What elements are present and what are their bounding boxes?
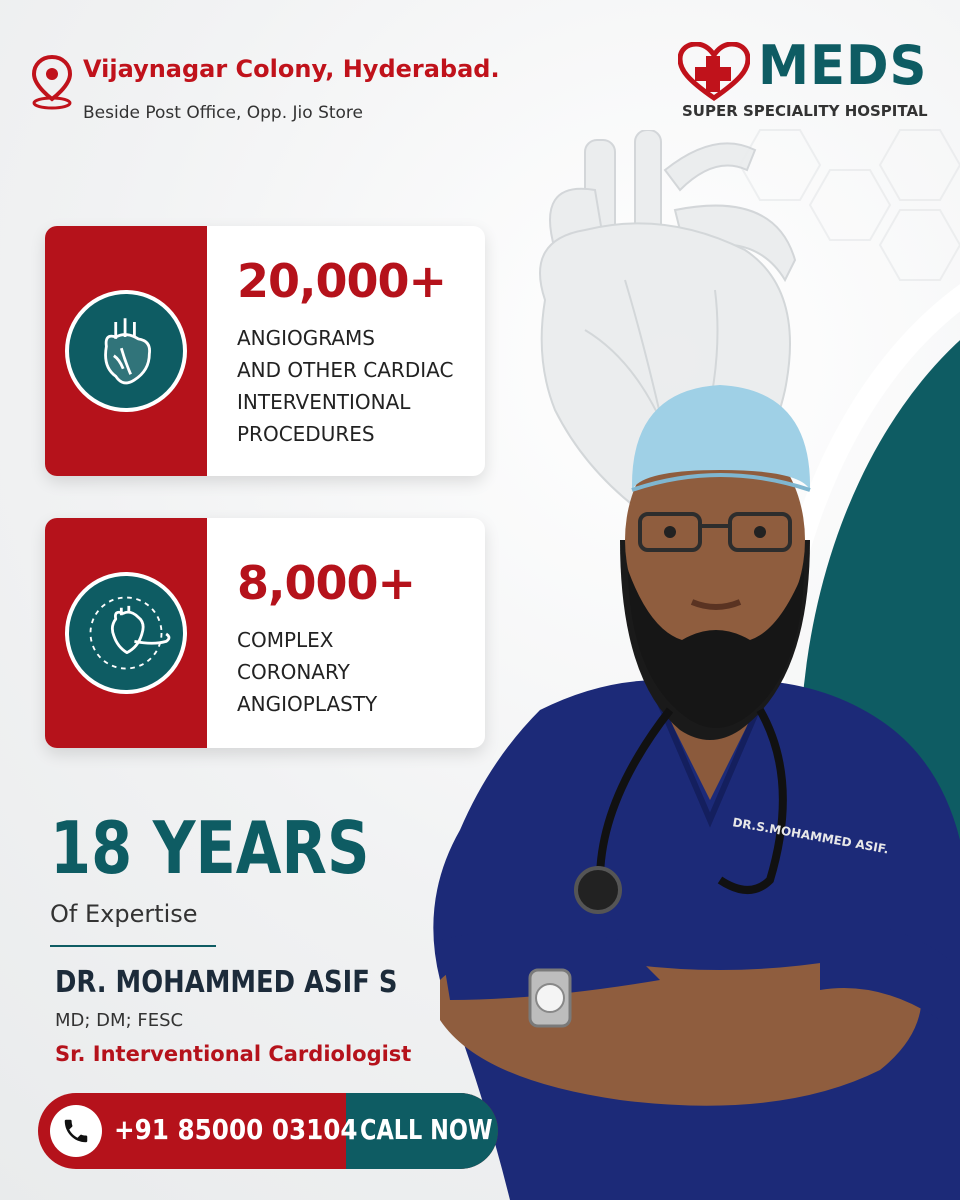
stat-description-line: COMPLEX <box>237 628 334 652</box>
stat-description-line: CORONARY <box>237 660 350 684</box>
call-now-button[interactable]: CALL NOW <box>360 1113 493 1146</box>
location-pin-icon <box>30 55 74 111</box>
stat-description-line: AND OTHER CARDIAC <box>237 358 454 382</box>
stat-card-angiograms <box>45 226 485 476</box>
brand-subtitle: SUPER SPECIALITY HOSPITAL <box>682 102 928 120</box>
stat-description-line: ANGIOPLASTY <box>237 692 378 716</box>
brand-name: MEDS <box>758 34 928 97</box>
stat-number: 20,000+ <box>237 254 447 308</box>
phone-icon[interactable] <box>50 1105 102 1157</box>
call-bar[interactable] <box>38 1093 498 1169</box>
divider <box>50 945 216 947</box>
coat-embroidery: DR.S.MOHAMMED ASIF. <box>731 815 890 857</box>
stat-number: 8,000+ <box>237 556 416 610</box>
stat-description <box>237 624 377 720</box>
heart-cross-logo-icon <box>678 42 750 102</box>
phone-number[interactable]: +91 85000 03104 <box>114 1113 358 1146</box>
stat-description-line: ANGIOGRAMS <box>237 326 375 350</box>
expertise-subtitle: Of Expertise <box>50 900 198 928</box>
doctor-qualifications: MD; DM; FESC <box>55 1010 184 1031</box>
hospital-logo <box>678 34 928 130</box>
phone-handset-icon <box>61 1116 91 1146</box>
heart-icon <box>65 290 187 412</box>
doctor-photo <box>420 380 960 1200</box>
stat-card-angioplasty <box>45 518 485 748</box>
angioplasty-heart-icon <box>65 572 187 694</box>
stat-description-line: PROCEDURES <box>237 422 375 446</box>
card-accent-panel <box>45 518 207 748</box>
location-address: Beside Post Office, Opp. Jio Store <box>83 103 364 123</box>
doctor-name: DR. MOHAMMED ASIF S <box>55 965 398 1000</box>
doctor-title: Sr. Interventional Cardiologist <box>55 1042 412 1066</box>
card-accent-panel <box>45 226 207 476</box>
stat-description-line: INTERVENTIONAL <box>237 390 411 414</box>
location-city: Vijaynagar Colony, Hyderabad. <box>83 55 500 83</box>
years-of-expertise: 18 YEARS <box>50 806 370 890</box>
